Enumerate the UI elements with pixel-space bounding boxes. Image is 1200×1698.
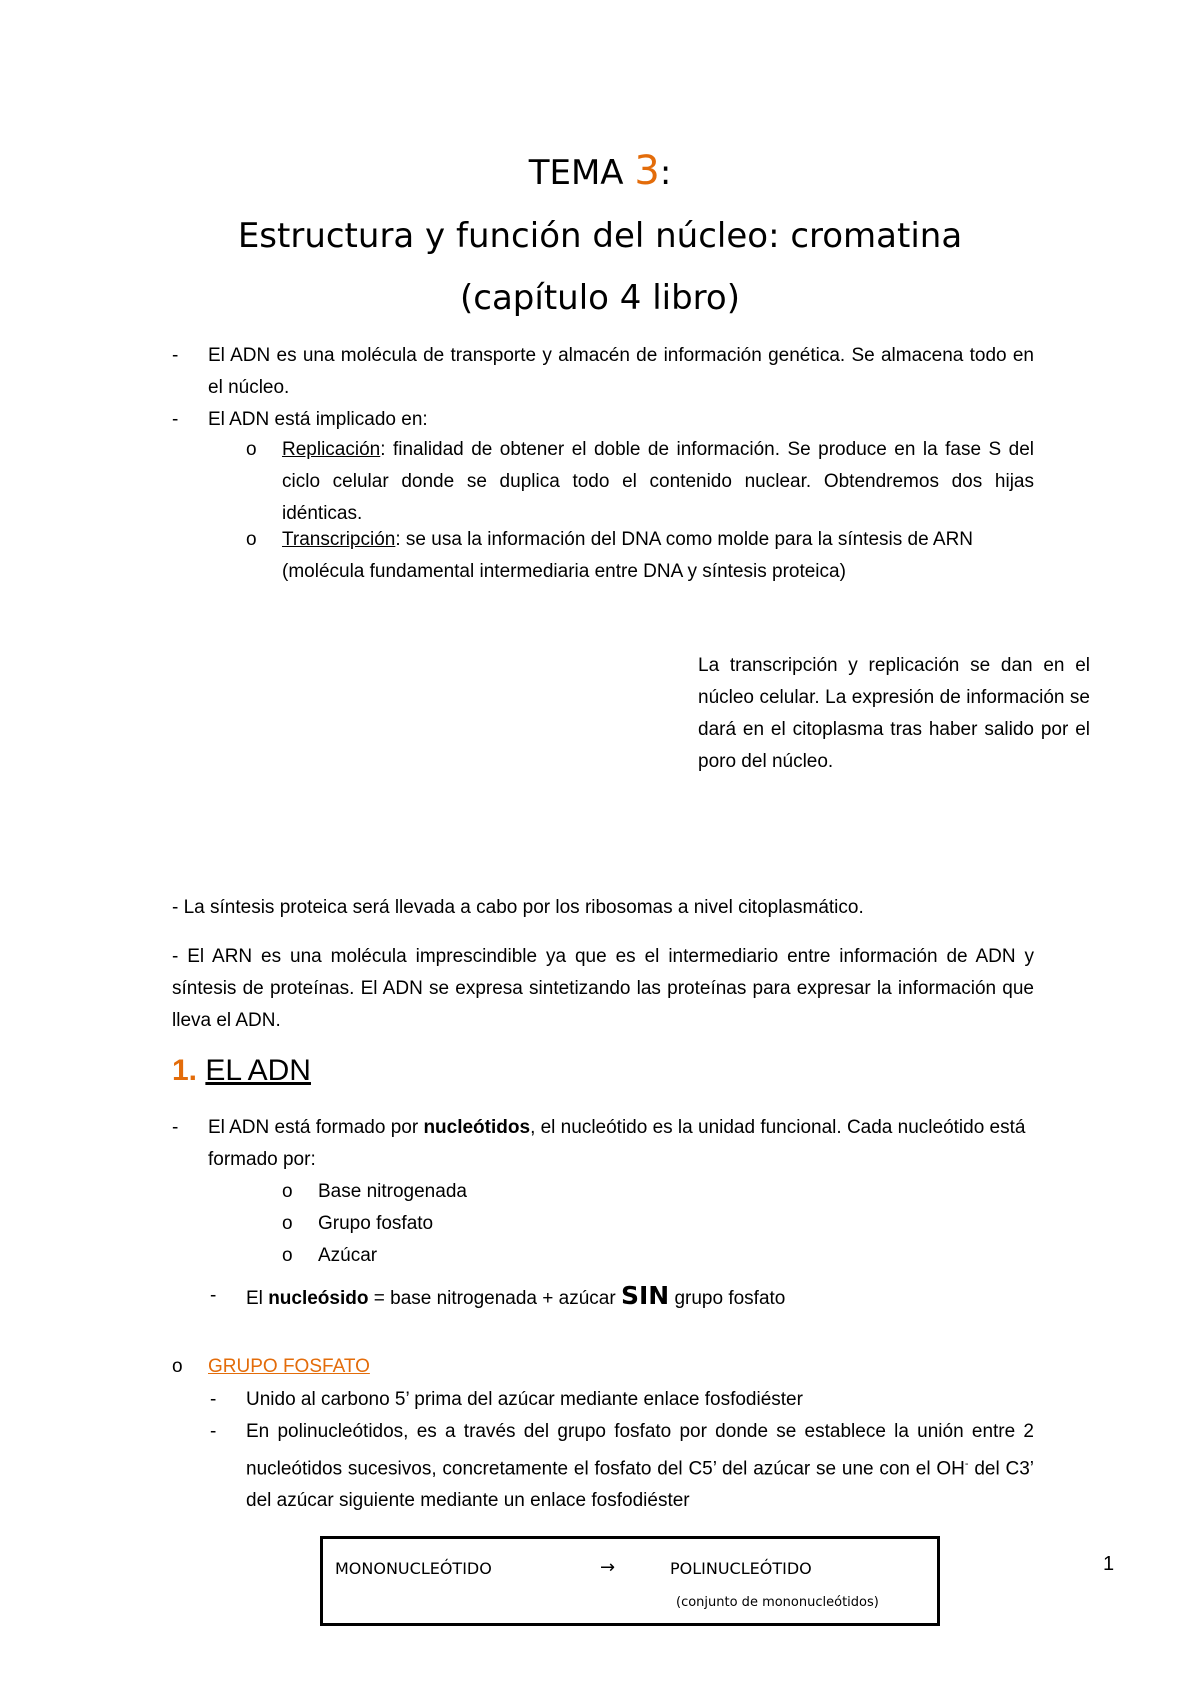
section-heading — [172, 1052, 311, 1090]
intro-bullet-1: El ADN es una molécula de transporte y almacén de información genética. Se almacena todo en el núcleo. — [208, 345, 1034, 398]
side-note: La transcripción y replicación se dan en el núcleo celular. La expresión de información se dará en el citoplasma tras haber salido por el poro del núcleo. — [698, 655, 1090, 772]
replication-item — [282, 434, 1034, 530]
nucleoside-sin: SIN — [620, 1281, 670, 1310]
mononucleotide-label: MONONUCLEÓTIDO — [335, 1559, 492, 1578]
section-number: 1. — [172, 1054, 198, 1087]
page-subtitle: Estructura y función del núcleo: cromatina — [237, 216, 963, 256]
nucleotide-definition — [208, 1112, 1034, 1176]
list-item-base: Base nitrogenada — [318, 1181, 467, 1202]
paragraph-arn: - El ARN es una molécula imprescindible ya que es el intermediario entre información de ADN y síntesis de proteínas. El ADN se expresa sintetizando las proteínas para expresar la información que lleva el ADN. — [172, 946, 1034, 1031]
tema-word: TEMA — [528, 153, 624, 193]
replication-term: Replicación — [282, 439, 381, 460]
nucleoside-post: grupo fosfato — [669, 1288, 786, 1309]
bullet-dash: - — [172, 409, 179, 430]
intro-bullet-2: El ADN está implicado en: — [208, 409, 428, 430]
page-title — [0, 150, 1200, 194]
bullet-dash: - — [172, 1117, 179, 1138]
sub-heading-marker: o — [172, 1356, 183, 1377]
bullet-dash: - — [210, 1421, 217, 1442]
transcription-text: : se usa la información del DNA como molde para la síntesis de ARN (molécula fundamental intermediaria entre DNA y síntesis proteica) — [282, 529, 974, 582]
grupo-fosfato-heading — [208, 1351, 370, 1383]
phosphate-bullet-1: Unido al carbono 5’ prima del azúcar mediante enlace fosfodiéster — [246, 1389, 803, 1410]
polinucleotide-note: (conjunto de mononucleótidos) — [676, 1595, 879, 1610]
list-item-sugar: Azúcar — [318, 1245, 378, 1266]
bullet-dash: - — [172, 345, 179, 366]
nucleotide-definition-pre: El ADN está formado por — [208, 1117, 424, 1138]
tema-colon: : — [659, 153, 672, 193]
bullet-dash: - — [210, 1285, 217, 1306]
polinucleotide-label: POLINUCLEÓTIDO — [670, 1559, 812, 1578]
list-item-phosphate: Grupo fosfato — [318, 1213, 434, 1234]
transcription-term: Transcripción — [282, 529, 396, 550]
list-marker: o — [282, 1245, 293, 1266]
arrow-icon: → — [600, 1557, 616, 1578]
section-title: EL ADN — [205, 1054, 311, 1087]
mononucleotide-box — [320, 1536, 940, 1626]
nucleoside-mid: = base nitrogenada + azúcar — [368, 1288, 621, 1309]
grupo-fosfato-title: GRUPO FOSFATO — [208, 1356, 370, 1377]
chapter-reference: (capítulo 4 libro) — [460, 278, 740, 318]
page-number: 1 — [1103, 1553, 1115, 1575]
nucleoside-definition — [246, 1280, 1046, 1315]
phosphate-bullet-2-post: del C3’ del azúcar siguiente mediante un enlace fosfodiéster — [246, 1458, 1034, 1512]
bullet-dash: - — [210, 1389, 217, 1410]
tema-number: 3 — [634, 148, 660, 194]
nucleotide-definition-post: , el nucleótido es la unidad funcional. Cada nucleótido está formado por: — [208, 1117, 1026, 1170]
list-marker: o — [282, 1213, 293, 1234]
phosphate-bullet-2-sup: - — [964, 1458, 969, 1470]
paragraph-protein-synthesis: - La síntesis proteica será llevada a cabo por los ribosomas a nivel citoplasmático. — [172, 897, 864, 918]
replication-text: : finalidad de obtener el doble de información. Se produce en la fase S del ciclo celular donde se duplica todo el contenido nuclear. Obtendremos dos hijas idénticas. — [282, 439, 1034, 524]
nucleoside-pre: El — [246, 1288, 269, 1309]
sub-bullet-marker: o — [246, 529, 257, 550]
transcription-item — [282, 524, 1034, 588]
phosphate-bullet-2 — [246, 1416, 1034, 1517]
nucleotide-term: nucleótidos — [423, 1117, 531, 1138]
phosphate-bullet-2-pre: En polinucleótidos, es a través del grupo fosfato por donde se establece la unión entre 2 nucleótidos sucesivos, concretamente el fosfato del C5’ del azúcar se une con el OH — [246, 1421, 1034, 1480]
nucleoside-term: nucleósido — [268, 1288, 369, 1309]
sub-bullet-marker: o — [246, 439, 257, 460]
list-marker: o — [282, 1181, 293, 1202]
